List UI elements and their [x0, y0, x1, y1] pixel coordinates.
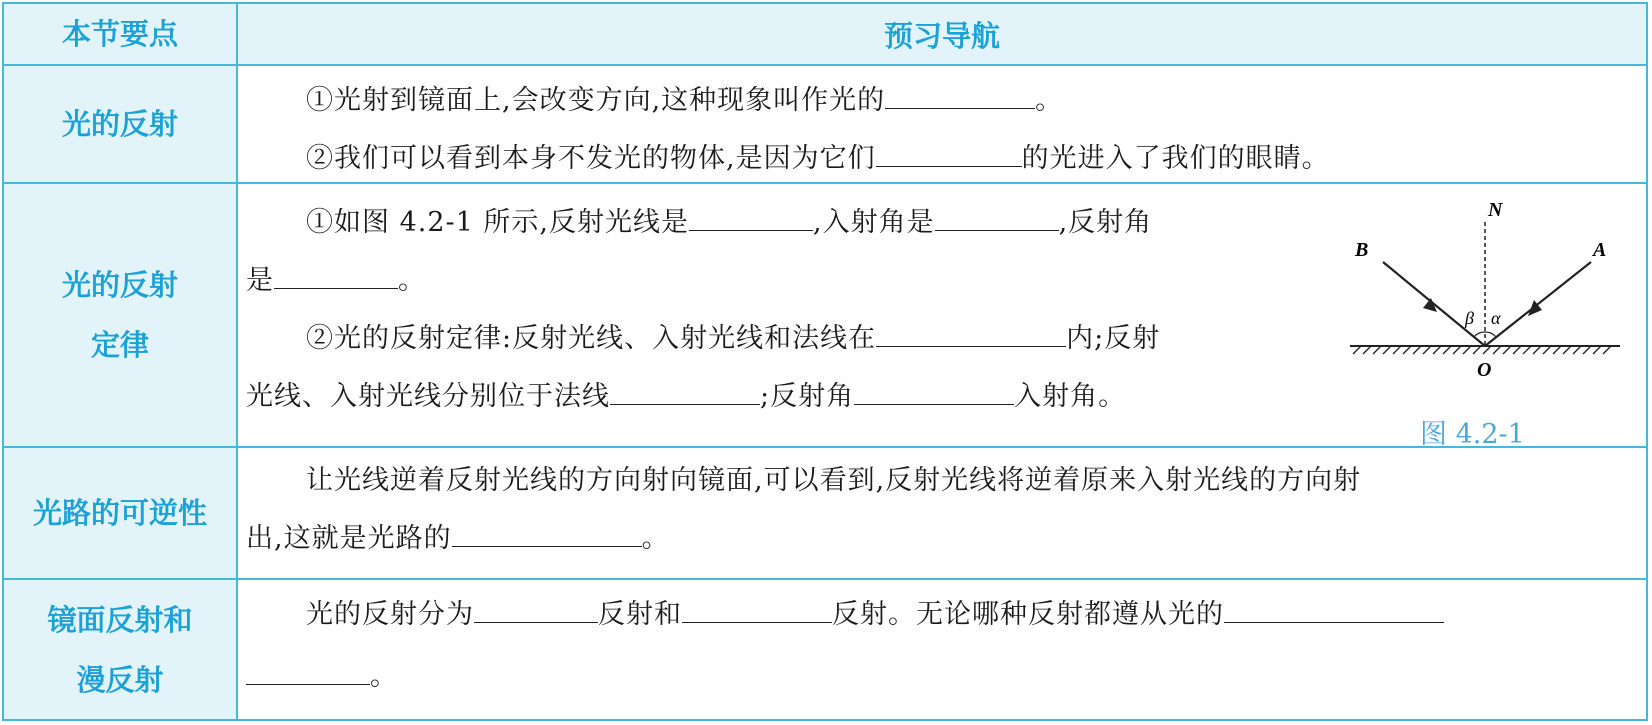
answer-blank[interactable] — [246, 658, 370, 685]
label-alpha: α — [1491, 308, 1501, 328]
question-text: ①光射到镜面上,会改变方向,这种现象叫作光的 — [306, 85, 886, 116]
table-row-specular-diffuse — [2, 580, 1648, 721]
question-line — [246, 654, 398, 693]
topic-label: 定律 — [90, 328, 149, 362]
question-text: 的光进入了我们的眼睛。 — [1021, 143, 1330, 174]
header-key-points-text: 本节要点 — [61, 17, 178, 51]
question-line — [246, 258, 426, 297]
topic-label: 光的反射 — [61, 268, 178, 302]
topic-label: 漫反射 — [76, 662, 164, 697]
question-line — [306, 200, 1152, 239]
topic-cell — [2, 580, 238, 721]
question-text: ①如图 4.2-1 所示,反射光线是 — [306, 207, 689, 238]
topic-cell — [2, 184, 238, 448]
question-text: ,反射角 — [1058, 207, 1153, 238]
question-text: 出,这就是光路的 — [246, 523, 452, 554]
question-line — [306, 78, 1063, 117]
answer-blank[interactable] — [689, 204, 813, 231]
answer-blank[interactable] — [876, 140, 1022, 167]
question-text: 入射角。 — [1014, 381, 1127, 412]
question-text: 。 — [398, 265, 426, 296]
question-line — [306, 136, 1330, 175]
topic-label: 镜面反射和 — [47, 602, 193, 637]
question-line — [306, 592, 1444, 631]
question-text: 。 — [1035, 85, 1064, 116]
label-n: N — [1488, 199, 1503, 221]
question-line — [246, 374, 1126, 413]
header-preview-guide-text: 预习导航 — [883, 18, 1000, 53]
answer-blank[interactable] — [885, 82, 1035, 109]
question-text: 。 — [370, 661, 398, 692]
label-o: O — [1477, 359, 1492, 381]
question-line — [306, 316, 1160, 355]
answer-blank[interactable] — [682, 596, 832, 623]
answer-blank[interactable] — [935, 204, 1059, 231]
answer-blank[interactable] — [610, 378, 760, 405]
header-preview-guide — [236, 2, 1648, 66]
question-line — [246, 516, 670, 555]
question-text: 是 — [246, 265, 274, 296]
incident-ray — [1485, 262, 1591, 346]
figure-caption: 图 4.2-1 — [1420, 419, 1525, 450]
question-text: 光线、入射光线分别位于法线 — [246, 381, 610, 412]
question-text: ;反射角 — [760, 381, 855, 412]
content-cell — [236, 448, 1648, 580]
angle-alpha-arc — [1485, 332, 1496, 337]
answer-blank[interactable] — [474, 596, 598, 623]
topic-label: 光的反射 — [61, 107, 178, 141]
question-text: ,入射角是 — [813, 207, 935, 238]
question-text: 光的反射分为 — [306, 599, 474, 630]
table-row-reflection — [2, 66, 1648, 184]
answer-blank[interactable] — [876, 320, 1066, 347]
table-header-row — [2, 2, 1648, 66]
answer-blank[interactable] — [854, 378, 1014, 405]
answer-blank[interactable] — [1224, 596, 1444, 623]
question-text: 。 — [641, 523, 670, 554]
question-line: 让光线逆着反射光线的方向射向镜面,可以看到,反射光线将逆着原来入射光线的方向射 — [306, 465, 1362, 496]
table-row-reversibility — [2, 448, 1648, 580]
angle-beta-arc — [1474, 332, 1485, 337]
topic-cell — [2, 66, 238, 184]
label-b: B — [1355, 239, 1369, 261]
mirror-hatching — [1353, 346, 1611, 354]
label-beta: β — [1465, 308, 1474, 328]
question-text: 反射和 — [598, 599, 682, 630]
header-key-points — [2, 2, 238, 66]
topic-cell — [2, 448, 238, 580]
question-text: ②我们可以看到本身不发光的物体,是因为它们 — [306, 143, 876, 174]
reflected-ray — [1383, 262, 1485, 346]
answer-blank[interactable] — [452, 520, 642, 547]
reflection-diagram — [1335, 196, 1635, 446]
answer-blank[interactable] — [274, 262, 398, 289]
topic-label: 光路的可逆性 — [32, 496, 207, 530]
question-text: ②光的反射定律:反射光线、入射光线和法线在 — [306, 323, 877, 354]
question-text: 内;反射 — [1066, 323, 1161, 354]
question-text: 反射。无论哪种反射都遵从光的 — [832, 599, 1224, 630]
label-a: A — [1593, 239, 1607, 261]
content-cell — [236, 580, 1648, 721]
content-cell — [236, 66, 1648, 184]
